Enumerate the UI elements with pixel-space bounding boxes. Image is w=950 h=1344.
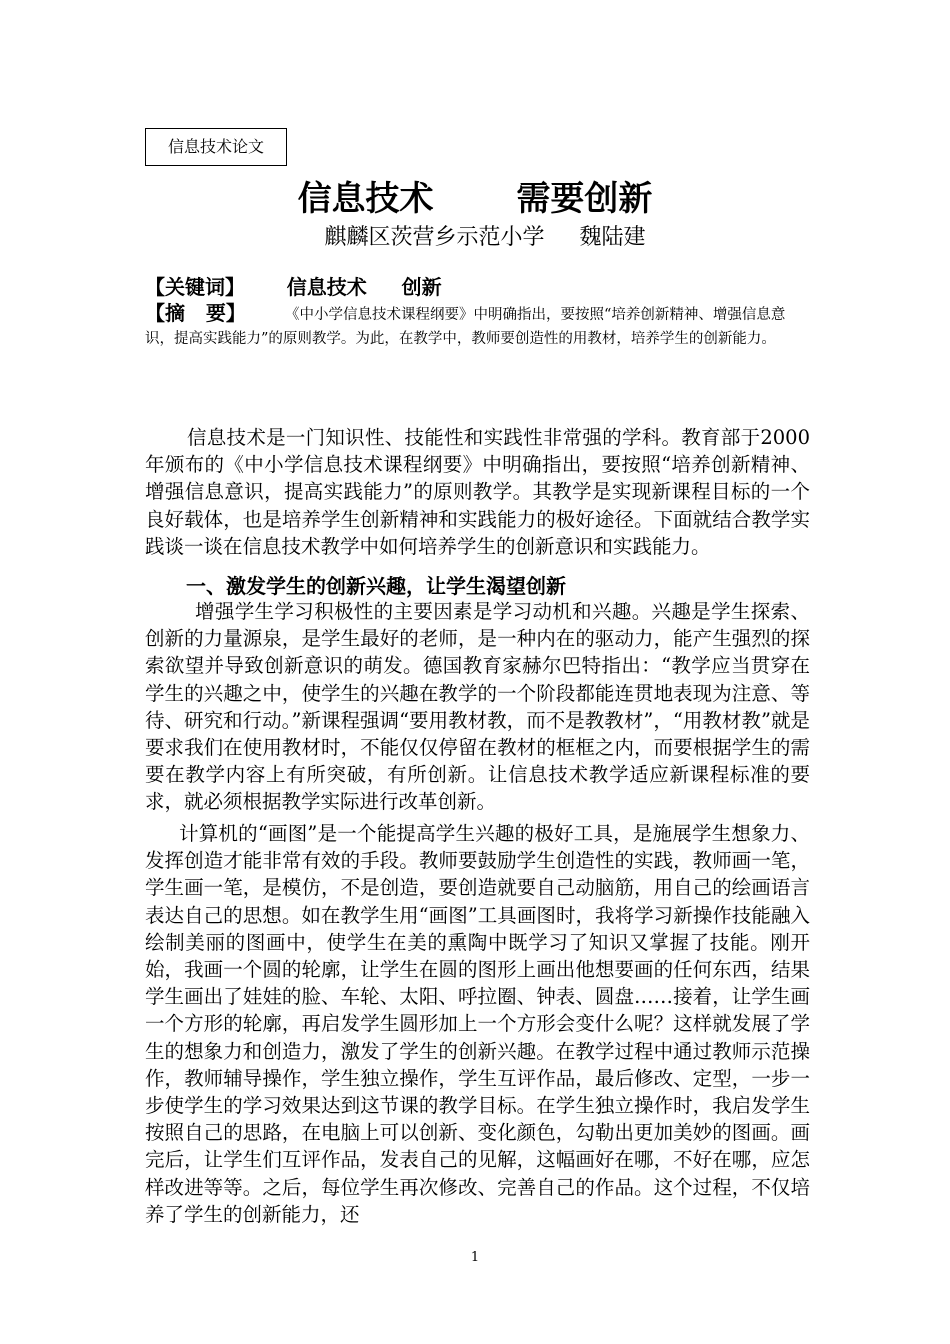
abstract-text: 《中小学信息技术课程纲要》中明确指出，要按照“培养创新精神、增强信息意识，提高实践能力”的原则教学。为此，在教学中，教师要创造性的用教材，培养学生的创新能力。 [145, 307, 786, 347]
keywords-line: 【关键词】 信息技术 创新 [145, 275, 442, 299]
document-title: 信息技术 需要创新 [297, 179, 653, 219]
body-paragraph-2: 增强学生学习积极性的主要因素是学习动机和兴趣。兴趣是学生探索、创新的力量源泉，是学生最好的老师，是一种内在的驱动力，能产生强烈的探索欲望并导致创新意识的萌发。德国教育家赫尔巴特指出：“教学应当贯穿在学生的兴趣之中，使学生的兴趣在教学的一个阶段都能连贯地表现为注意、等待、研究和行动。”新课程强调“要用教材教，而不是教教材”，“用教材教”就是要求我们在使用教材时，不能仅仅停留在教材的框框之内，而要根据学生的需要在教学内容上有所突破，有所创新。让信息技术教学适应新课程标准的要求，就必须根据教学实际进行改革创新。 [145, 600, 810, 814]
section-heading-1: 一、激发学生的创新兴趣，让学生渴望创新 [186, 574, 566, 598]
body-paragraph-3: 计算机的“画图”是一个能提高学生兴趣的极好工具，是施展学生想象力、发挥创造才能非常有效的手段。教师要鼓励学生创造性的实践，教师画一笔，学生画一笔，是模仿，不是创造，要创造就要自己动脑筋，用自己的绘画语言表达自己的思想。如在教学生用“画图”工具画图时，我将学习新操作技能融入绘制美丽的图画中，使学生在美的熏陶中既学习了知识又掌握了技能。刚开始，我画一个圆的轮廓，让学生在圆的图形上画出他想要画的任何东西，结果学生画出了娃娃的脸、车轮、太阳、呼拉圈、钟表、圆盘……接着，让学生画一个方形的轮廓，再启发学生圆形加上一个方形会变什么呢？这样就发展了学生的想象力和创造力，激发了学生的创新兴趣。在教学过程中通过教师示范操作，教师辅导操作，学生独立操作，学生互评作品，最后修改、定型，一步一步使学生的学习效果达到这节课的教学目标。在学生独立操作时，我启发学生按照自己的思路，在电脑上可以创新、变化颜色，勾勒出更加美妙的图画。画完后，让学生们互评作品，发表自己的见解，这幅画好在哪，不好在哪，应怎样改进等等。之后，每位学生再次修改、完善自己的作品。这个过程，不仅培养了学生的创新能力，还 [145, 822, 810, 1226]
category-tag: 信息技术论文 [145, 128, 287, 166]
body-paragraph-1: 信息技术是一门知识性、技能性和实践性非常强的学科。教育部于2000年颁布的《中小学信息技术课程纲要》中明确指出，要按照“培养创新精神、增强信息意识，提高实践能力”的原则教学。其教学是实现新课程目标的一个良好载体，也是培养学生创新精神和实践能力的极好途径。下面就结合教学实践谈一谈在信息技术教学中如何培养学生的创新意识和实践能力。 [145, 426, 810, 558]
page-number: 1 [470, 1250, 480, 1265]
abstract-heading: 【摘 要】 [145, 301, 246, 325]
author-line: 麒麟区茨营乡示范小学 魏陆建 [324, 225, 646, 250]
